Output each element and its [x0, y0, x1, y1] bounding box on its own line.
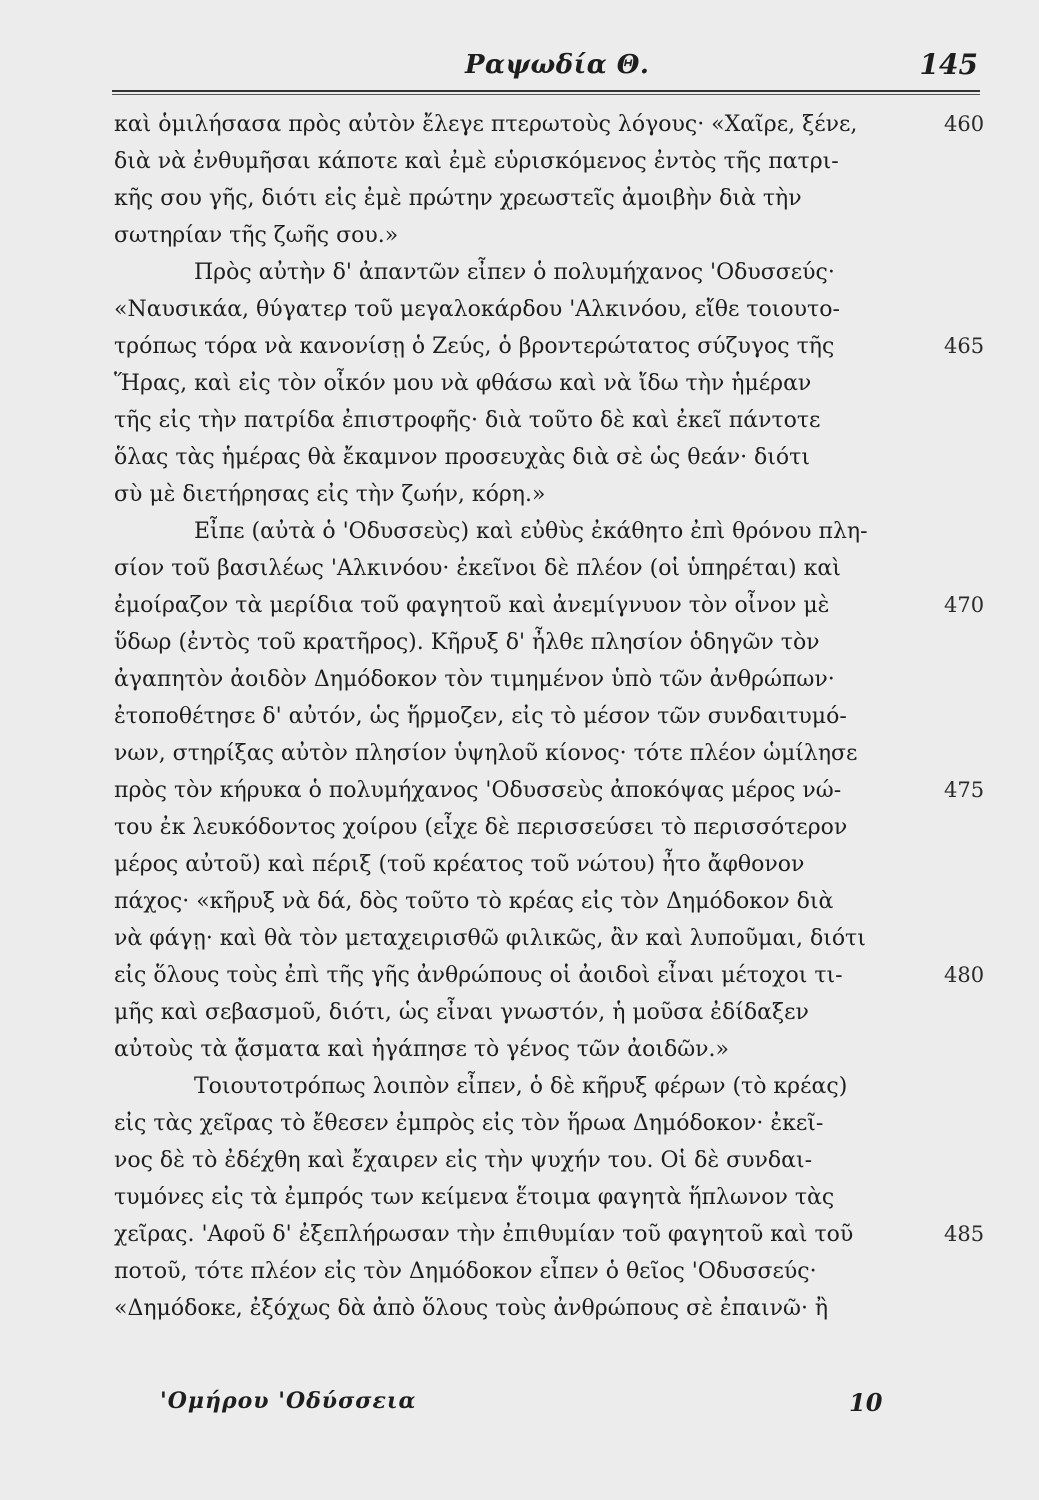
text-line: [114, 439, 914, 476]
line-text: ὕδωρ (ἐντὸς τοῦ κρατῆρος). Κῆρυξ δ' ἦλθε πλησίον ὁδηγῶν τὸν: [114, 630, 820, 655]
chapter-title: Ραψωδία Θ.: [465, 50, 650, 80]
verse-number: 460: [944, 112, 985, 136]
line-text: του ἐκ λευκόδοντος χοίρου (εἶχε δὲ περισσεύσει τὸ περισσότερον: [114, 815, 848, 840]
header-rule: [112, 90, 980, 92]
line-text: «Δημόδοκε, ἐξόχως δὰ ἀπὸ ὅλους τοὺς ἀνθρώπους σὲ ἐπαινῶ· ἢ: [114, 1296, 829, 1321]
text-line: [114, 1068, 914, 1105]
line-text: ἀγαπητὸν ἀοιδὸν Δημόδοκον τὸν τιμημένον ὑπὸ τῶν ἀνθρώπων·: [114, 667, 835, 692]
text-line: [114, 1179, 914, 1216]
line-text: νος δὲ τὸ ἐδέχθη καὶ ἔχαιρεν εἰς τὴν ψυχήν του. Οἱ δὲ συνδαι-: [114, 1148, 813, 1173]
text-line: [114, 624, 914, 661]
line-text: Πρὸς αὐτὴν δ' ἀπαντῶν εἶπεν ὁ πολυμήχανος 'Οδυσσεύς·: [194, 260, 835, 285]
text-line: [114, 254, 914, 291]
line-text: εἰς ὅλους τοὺς ἐπὶ τῆς γῆς ἀνθρώπους οἱ ἀοιδοὶ εἶναι μέτοχοι τι-: [114, 963, 843, 988]
text-line: [114, 291, 914, 328]
text-line: [114, 180, 914, 217]
text-line: [114, 587, 985, 624]
line-text: τυμόνες εἰς τὰ ἐμπρός των κείμενα ἕτοιμα φαγητὰ ἥπλωνον τὰς: [114, 1185, 835, 1210]
line-text: «Ναυσικάα, θύγατερ τοῦ μεγαλοκάρδου 'Αλκινόου, εἴθε τοιουτο-: [114, 297, 840, 322]
text-line: [114, 957, 985, 994]
text-line: [114, 365, 914, 402]
line-text: χεῖρας. 'Αφοῦ δ' ἐξεπλήρωσαν τὴν ἐπιθυμίαν τοῦ φαγητοῦ καὶ τοῦ: [114, 1222, 854, 1247]
text-line: [114, 328, 985, 365]
text-line: [114, 698, 914, 735]
line-text: τῆς εἰς τὴν πατρίδα ἐπιστροφῆς· διὰ τοῦτο δὲ καὶ ἐκεῖ πάντοτε: [114, 408, 821, 433]
text-line: [114, 476, 914, 513]
text-line: [114, 920, 914, 957]
text-line: [114, 550, 914, 587]
line-text: πάχος· «κῆρυξ νὰ δά, δὸς τοῦτο τὸ κρέας εἰς τὸν Δημόδοκον διὰ: [114, 889, 834, 914]
verse-number: 485: [944, 1222, 985, 1246]
line-text: διὰ νὰ ἐνθυμῆσαι κάποτε καὶ ἐμὲ εὑρισκόμενος ἐντὸς τῆς πατρι-: [114, 149, 839, 174]
text-line: [114, 1105, 914, 1142]
text-line: [114, 143, 914, 180]
text-line: [114, 106, 985, 143]
line-text: Τοιουτοτρόπως λοιπὸν εἶπεν, ὁ δὲ κῆρυξ φέρων (τὸ κρέας): [194, 1074, 848, 1099]
line-text: Εἶπε (αὐτὰ ὁ 'Οδυσσεὺς) καὶ εὐθὺς ἐκάθητο ἐπὶ θρόνου πλη-: [194, 519, 868, 544]
line-text: νων, στηρίξας αὐτὸν πλησίον ὑψηλοῦ κίονος· τότε πλέον ὡμίλησε: [114, 741, 858, 766]
line-text: νὰ φάγῃ· καὶ θὰ τὸν μεταχειρισθῶ φιλικῶς, ἂν καὶ λυποῦμαι, διότι: [114, 926, 866, 951]
line-text: ὅλας τὰς ἡμέρας θὰ ἔκαμνον προσευχὰς διὰ σὲ ὡς θεάν· διότι: [114, 445, 810, 470]
body-text: [114, 106, 985, 1327]
line-text: πρὸς τὸν κήρυκα ὁ πολυμήχανος 'Οδυσσεὺς ἀποκόψας μέρος νώ-: [114, 778, 842, 803]
text-line: [114, 1216, 985, 1253]
text-line: [114, 217, 914, 254]
line-text: μῆς καὶ σεβασμοῦ, διότι, ὡς εἶναι γνωστόν, ἡ μοῦσα ἐδίδαξεν: [114, 1000, 809, 1025]
line-text: κῆς σου γῆς, διότι εἰς ἐμὲ πρώτην χρεωστεῖς ἀμοιβὴν διὰ τὴν: [114, 186, 802, 211]
line-text: καὶ ὁμιλήσασα πρὸς αὐτὸν ἔλεγε πτερωτοὺς λόγους· «Χαῖρε, ξένε,: [114, 112, 858, 137]
text-line: [114, 513, 914, 550]
line-text: ποτοῦ, τότε πλέον εἰς τὸν Δημόδοκον εἶπεν ὁ θεῖος 'Οδυσσεύς·: [114, 1259, 817, 1284]
text-line: [114, 1031, 914, 1068]
text-line: [114, 809, 914, 846]
text-line: [114, 735, 914, 772]
line-text: σὺ μὲ διετήρησας εἰς τὴν ζωήν, κόρη.»: [114, 482, 546, 507]
line-text: αὐτοὺς τὰ ᾄσματα καὶ ἠγάπησε τὸ γένος τῶν ἀοιδῶν.»: [114, 1037, 729, 1062]
verse-number: 470: [944, 593, 985, 617]
text-line: [114, 402, 914, 439]
footer-signature: 'Ομήρου 'Οδύσσεια: [160, 1388, 417, 1414]
line-text: σωτηρίαν τῆς ζωῆς σου.»: [114, 223, 399, 248]
verse-number: 480: [944, 963, 985, 987]
line-text: εἰς τὰς χεῖρας τὸ ἔθεσεν ἐμπρὸς εἰς τὸν ἥρωα Δημόδοκον· ἐκεῖ-: [114, 1111, 824, 1136]
line-text: τρόπως τόρα νὰ κανονίσῃ ὁ Ζεύς, ὁ βροντερώτατος σύζυγος τῆς: [114, 334, 835, 359]
text-line: [114, 1253, 914, 1290]
text-line: [114, 661, 914, 698]
verse-number: 475: [944, 778, 985, 802]
header-rule-thin: [112, 94, 980, 95]
line-text: μέρος αὐτοῦ) καὶ πέριξ (τοῦ κρέατος τοῦ νώτου) ἦτο ἄφθονον: [114, 852, 805, 877]
line-text: ἐμοίραζον τὰ μερίδια τοῦ φαγητοῦ καὶ ἀνεμίγνυον τὸν οἶνον μὲ: [114, 593, 830, 618]
line-text: ἐτοποθέτησε δ' αὐτόν, ὡς ἥρμοζεν, εἰς τὸ μέσον τῶν συνδαιτυμό-: [114, 704, 847, 729]
text-line: [114, 846, 914, 883]
sheet-number: 10: [849, 1388, 883, 1417]
page-number: 145: [919, 48, 978, 81]
text-line: [114, 994, 914, 1031]
text-line: [114, 1142, 914, 1179]
verse-number: 465: [944, 334, 985, 358]
line-text: σίον τοῦ βασιλέως 'Αλκινόου· ἐκεῖνοι δὲ πλέον (οἱ ὑπηρέται) καὶ: [114, 556, 841, 581]
text-line: [114, 883, 914, 920]
text-line: [114, 772, 985, 809]
page-footer: [114, 1388, 914, 1428]
running-header: [110, 44, 980, 90]
line-text: Ἥρας, καὶ εἰς τὸν οἶκόν μου νὰ φθάσω καὶ νὰ ἴδω τὴν ἡμέραν: [114, 371, 812, 396]
text-line: [114, 1290, 914, 1327]
